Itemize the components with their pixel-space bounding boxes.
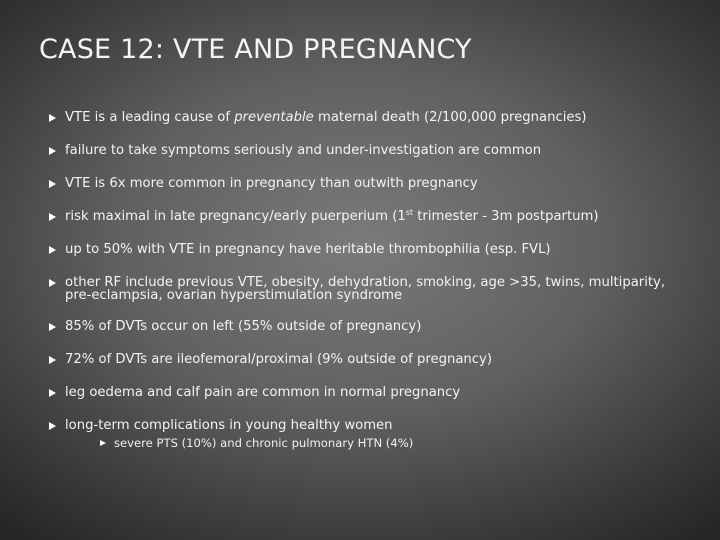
triangle-right-icon bbox=[49, 422, 56, 430]
bullet-item bbox=[49, 320, 699, 334]
bullet-text: 85% of DVTs occur on left (55% outside of pregnancy) bbox=[65, 319, 422, 334]
bullet-text-continuation: pre-eclampsia, ovarian hyperstimulation syndrome bbox=[65, 288, 403, 303]
triangle-right-icon bbox=[49, 147, 56, 155]
bullet-item bbox=[49, 111, 699, 125]
bullet-text: leg oedema and calf pain are common in normal pregnancy bbox=[65, 385, 461, 400]
bullet-text: up to 50% with VTE in pregnancy have heritable thrombophilia (esp. FVL) bbox=[65, 242, 551, 257]
triangle-right-icon bbox=[49, 389, 56, 397]
triangle-right-icon bbox=[100, 440, 106, 446]
triangle-right-icon bbox=[49, 180, 56, 188]
bullet-item bbox=[49, 386, 699, 400]
slide-title: CASE 12: VTE AND PREGNANCY bbox=[39, 34, 472, 65]
bullet-item bbox=[49, 276, 699, 301]
triangle-right-icon bbox=[49, 213, 56, 221]
bullet-item bbox=[49, 243, 699, 257]
sub-bullet-text: severe PTS (10%) and chronic pulmonary HTN (4%) bbox=[114, 436, 414, 450]
bullet-text: other RF include previous VTE, obesity, dehydration, smoking, age >35, twins, multiparity, bbox=[65, 275, 666, 290]
superscript: st bbox=[405, 208, 414, 217]
bullet-text: 72% of DVTs are ileofemoral/proximal (9% outside of pregnancy) bbox=[65, 352, 492, 367]
bullet-item bbox=[49, 144, 699, 158]
triangle-right-icon bbox=[49, 246, 56, 254]
bullet-item bbox=[49, 353, 699, 367]
bullet-text: maternal death (2/100,000 pregnancies) bbox=[313, 110, 587, 125]
bullet-item bbox=[49, 210, 699, 224]
bullet-item bbox=[49, 419, 699, 450]
bullet-text: trimester - 3m postpartum) bbox=[413, 209, 599, 224]
bullet-text: VTE is 6x more common in pregnancy than outwith pregnancy bbox=[65, 176, 478, 191]
bullet-list bbox=[49, 111, 699, 450]
triangle-right-icon bbox=[49, 356, 56, 364]
bullet-text: VTE is a leading cause of bbox=[65, 110, 235, 125]
bullet-text: risk maximal in late pregnancy/early puerperium (1 bbox=[65, 209, 406, 224]
sub-bullet-item bbox=[100, 437, 699, 450]
bullet-text: long-term complications in young healthy women bbox=[65, 418, 393, 433]
bullet-item bbox=[49, 177, 699, 191]
bullet-emphasis: preventable bbox=[234, 110, 314, 125]
triangle-right-icon bbox=[49, 279, 56, 287]
bullet-text: failure to take symptoms seriously and under-investigation are common bbox=[65, 143, 542, 158]
triangle-right-icon bbox=[49, 323, 56, 331]
triangle-right-icon bbox=[49, 114, 56, 122]
